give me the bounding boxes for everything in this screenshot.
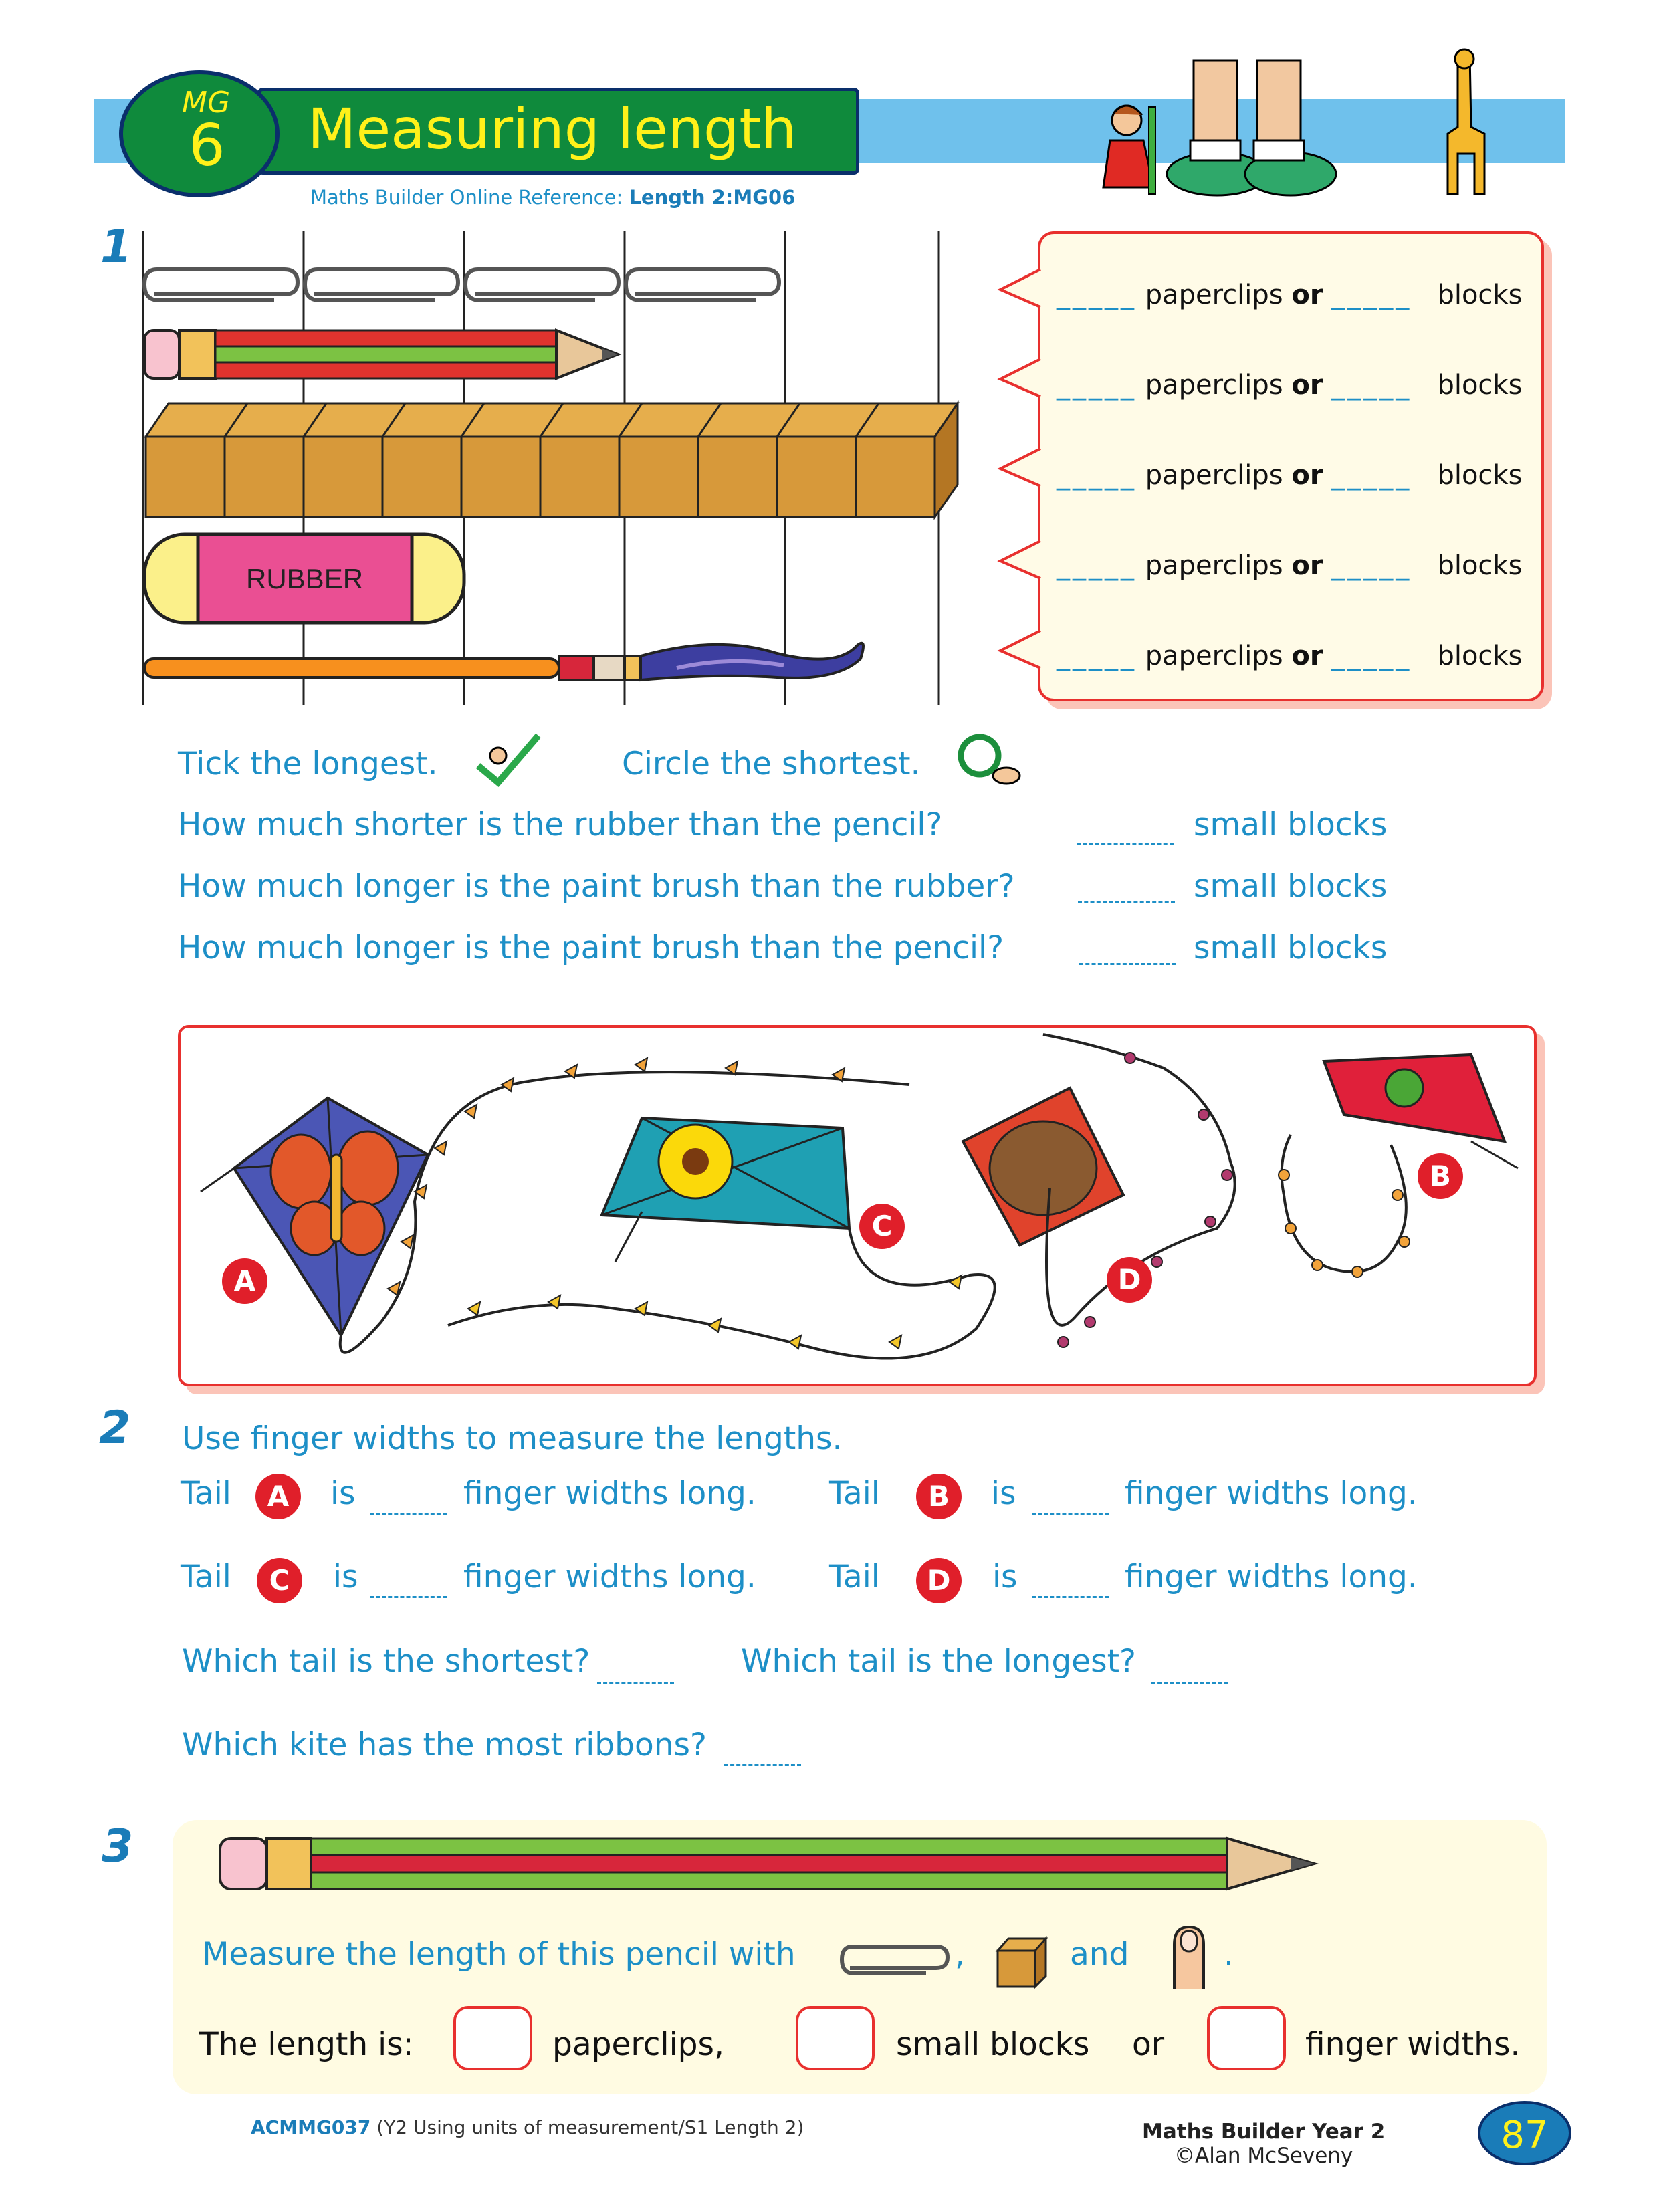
answer-blank[interactable]: [1079, 963, 1176, 965]
page-number: 87: [1478, 2101, 1571, 2165]
small-blocks-row: [142, 399, 971, 520]
blocks-label: blocks: [1437, 280, 1523, 310]
blocks-blank[interactable]: _____: [1331, 550, 1412, 581]
tail-d-blank[interactable]: [1032, 1596, 1109, 1598]
reference-code: Length 2:MG06: [629, 186, 796, 209]
most-ribbons-blank[interactable]: [724, 1764, 801, 1766]
kite-d: [963, 1034, 1235, 1325]
big-feet-illustration: [1177, 60, 1331, 201]
period: .: [1224, 1936, 1234, 1973]
tail-a-row: [181, 1475, 231, 1512]
question-1-number: 1: [100, 221, 132, 273]
paperclips-blank[interactable]: _____: [1057, 641, 1137, 671]
or-label: or: [1291, 641, 1323, 671]
copyright: ©Alan McSeveny: [1174, 2144, 1353, 2168]
q2-intro: Use finger widths to measure the lengths.: [182, 1420, 843, 1457]
circle-mascot-icon: [953, 729, 1026, 789]
curriculum-code-id: ACMMG037: [251, 2116, 371, 2138]
q1-question-3: How much longer is the paint brush than the pencil?: [178, 929, 1004, 966]
or-label: or: [1132, 2026, 1165, 2063]
paperclips-label: paperclips: [1145, 280, 1283, 310]
tail-c-blank[interactable]: [370, 1596, 447, 1598]
blocks-blank[interactable]: _____: [1331, 370, 1412, 401]
shortest-question: Which tail is the shortest?: [182, 1643, 590, 1680]
blocks-label: blocks: [1437, 641, 1523, 671]
paperclips-label: paperclips: [1145, 460, 1283, 491]
answer-blank[interactable]: [1077, 843, 1174, 845]
tail-label: Tail: [181, 1475, 231, 1512]
tail-a-suffix: finger widths long.: [463, 1475, 756, 1512]
blocks-blank[interactable]: _____: [1331, 460, 1412, 491]
paperclips-blank[interactable]: _____: [1057, 550, 1137, 581]
rubber-label: RUBBER: [246, 563, 364, 594]
paperclips-label: paperclips: [1145, 370, 1283, 401]
tail-b-blank[interactable]: [1032, 1513, 1109, 1515]
callout-pointers: [996, 264, 1043, 679]
page-title: Measuring length: [308, 96, 797, 162]
finger-icon: [1169, 1924, 1209, 1991]
tail-d-suffix: finger widths long.: [1125, 1559, 1418, 1595]
tail-c-row: [181, 1559, 231, 1595]
question-3-number: 3: [102, 1820, 134, 1873]
paperclip-row: [140, 264, 789, 311]
unit-label: small blocks: [1194, 806, 1388, 843]
or-label: or: [1291, 550, 1323, 581]
unit-label: small blocks: [1194, 868, 1388, 905]
and-label: and: [1070, 1936, 1129, 1973]
finger-widths-answer-box[interactable]: [1207, 2006, 1286, 2070]
tail-label: Tail: [829, 1475, 880, 1512]
badge-strand: MG: [182, 86, 231, 120]
longest-question: Which tail is the longest?: [741, 1643, 1136, 1680]
length-is-label: The length is:: [199, 2026, 414, 2063]
is-label: is: [991, 1475, 1016, 1512]
finger-widths-label: finger widths.: [1305, 2026, 1521, 2063]
is-label: is: [992, 1559, 1018, 1595]
paperclips-label: paperclips,: [552, 2026, 724, 2063]
callout-row-3: [1057, 460, 1522, 491]
unit-label: small blocks: [1194, 929, 1388, 966]
tail-d-row: [829, 1559, 880, 1595]
paperclips-blank[interactable]: _____: [1057, 460, 1137, 491]
question-2-number: 2: [99, 1402, 131, 1454]
paperclips-label: paperclips: [1145, 550, 1283, 581]
paperclips-blank[interactable]: _____: [1057, 280, 1137, 310]
or-label: or: [1291, 460, 1323, 491]
tail-label: Tail: [181, 1559, 231, 1595]
blocks-label: blocks: [1437, 370, 1523, 401]
q3-measure-text: Measure the length of this pencil with: [202, 1936, 796, 1973]
book-title: Maths Builder Year 2: [1142, 2120, 1386, 2144]
small-blocks-label: small blocks: [896, 2026, 1090, 2063]
tail-a-badge: A: [255, 1474, 301, 1519]
tail-b-suffix: finger widths long.: [1125, 1475, 1418, 1512]
online-reference: [310, 186, 795, 209]
paperclips-answer-box[interactable]: [453, 2006, 532, 2070]
paperclips-label: paperclips: [1145, 641, 1283, 671]
q1-question-1: How much shorter is the rubber than the pencil?: [178, 806, 943, 843]
footer-credit: [1142, 2120, 1385, 2168]
paperclip-icon: [839, 1943, 953, 1980]
reference-prefix: Maths Builder Online Reference:: [310, 186, 623, 209]
kite-d-badge: D: [1107, 1257, 1152, 1303]
most-ribbons-question: Which kite has the most ribbons?: [182, 1727, 707, 1763]
girl-with-ruler-illustration: [1090, 100, 1170, 201]
comma: ,: [955, 1936, 965, 1973]
callout-row-4: [1057, 550, 1522, 581]
answer-blank[interactable]: [1078, 901, 1175, 903]
q1-question-2: How much longer is the paint brush than the rubber?: [178, 868, 1015, 905]
circle-instruction: Circle the shortest.: [622, 746, 921, 782]
kite-c-badge: C: [859, 1204, 905, 1249]
tail-label: Tail: [829, 1559, 880, 1595]
tail-b-row: [829, 1475, 880, 1512]
curriculum-code: [251, 2116, 804, 2138]
tick-mascot-icon: [471, 729, 545, 789]
or-label: or: [1291, 370, 1323, 401]
small-block-icon: [995, 1936, 1048, 1989]
tail-b-badge: B: [916, 1474, 962, 1519]
kite-a-badge: A: [222, 1258, 267, 1304]
is-label: is: [330, 1475, 356, 1512]
badge-number: 6: [189, 112, 225, 179]
long-pencil-illustration: [217, 1836, 1321, 1892]
blocks-label: blocks: [1437, 550, 1523, 581]
kite-b-badge: B: [1418, 1153, 1463, 1199]
tail-c-suffix: finger widths long.: [463, 1559, 756, 1595]
is-label: is: [333, 1559, 358, 1595]
shortest-blank[interactable]: [597, 1682, 674, 1684]
paperclips-blank[interactable]: _____: [1057, 370, 1137, 401]
paint-brush-illustration: [142, 639, 871, 692]
blocks-blank[interactable]: _____: [1331, 280, 1412, 310]
tail-c-badge: C: [257, 1558, 302, 1603]
tail-a-blank[interactable]: [370, 1513, 447, 1515]
curriculum-code-desc: (Y2 Using units of measurement/S1 Length 2): [376, 2116, 804, 2138]
callout-row-5: [1057, 641, 1522, 671]
callout-row-1: [1057, 280, 1522, 310]
longest-blank[interactable]: [1151, 1682, 1228, 1684]
callout-row-2: [1057, 370, 1522, 401]
blocks-label: blocks: [1437, 460, 1523, 491]
small-blocks-answer-box[interactable]: [796, 2006, 875, 2070]
blocks-blank[interactable]: _____: [1331, 641, 1412, 671]
tick-instruction: Tick the longest.: [178, 746, 438, 782]
giraffe-illustration: [1438, 47, 1491, 201]
pencil-illustration: [142, 328, 630, 381]
or-label: or: [1291, 280, 1323, 310]
kites-illustration: [181, 1028, 1531, 1382]
tail-d-badge: D: [916, 1558, 962, 1603]
